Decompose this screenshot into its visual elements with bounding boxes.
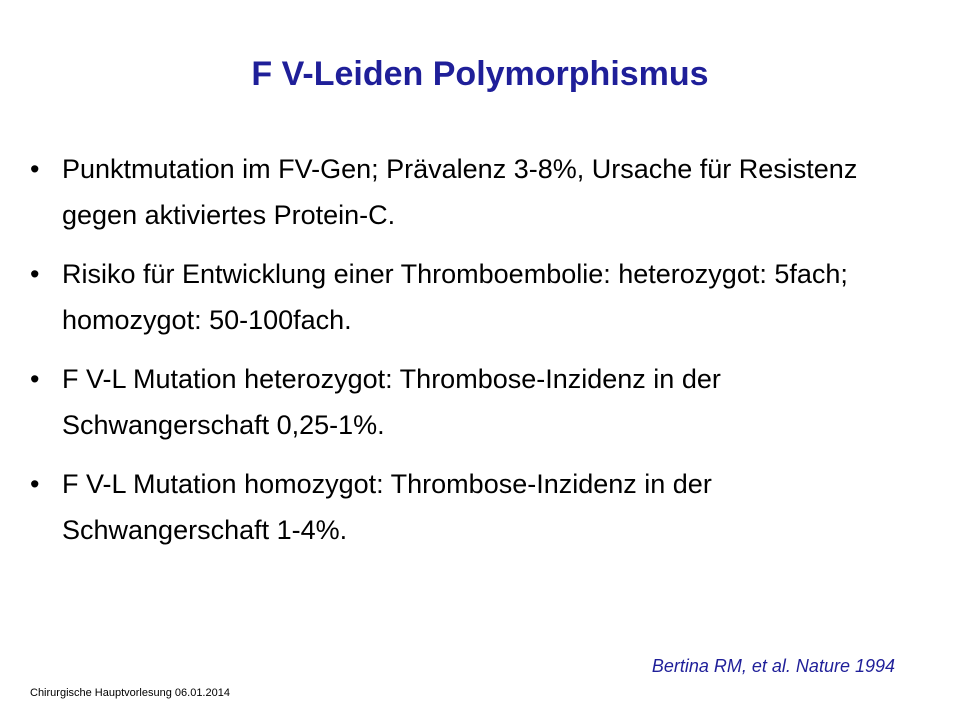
bullet-icon: • [30, 469, 40, 499]
bullet-item [30, 356, 910, 448]
bullet-item [30, 251, 910, 343]
bullet-text: Risiko für Entwicklung einer Thromboembolie: heterozygot: 5fach; homozygot: 50-100fach. [62, 259, 848, 335]
bullet-text: F V-L Mutation heterozygot: Thrombose-Inzidenz in der Schwangerschaft 0,25-1%. [62, 364, 721, 440]
bullet-text: F V-L Mutation homozygot: Thrombose-Inzidenz in der Schwangerschaft 1-4%. [62, 469, 712, 545]
bullet-icon: • [30, 154, 40, 184]
bullet-item [30, 461, 910, 553]
bullet-icon: • [30, 259, 40, 289]
bullet-item [30, 146, 910, 238]
bullet-list [30, 146, 910, 566]
slide-title: F V-Leiden Polymorphismus [251, 55, 709, 93]
citation: Bertina RM, et al. Nature 1994 [651, 656, 895, 676]
bullet-text: Punktmutation im FV-Gen; Prävalenz 3-8%, Ursache für Resistenz gegen aktiviertes Protein-C. [62, 154, 858, 230]
bullet-icon: • [30, 364, 40, 394]
footer-text: Chirurgische Hauptvorlesung 06.01.2014 [30, 687, 230, 699]
